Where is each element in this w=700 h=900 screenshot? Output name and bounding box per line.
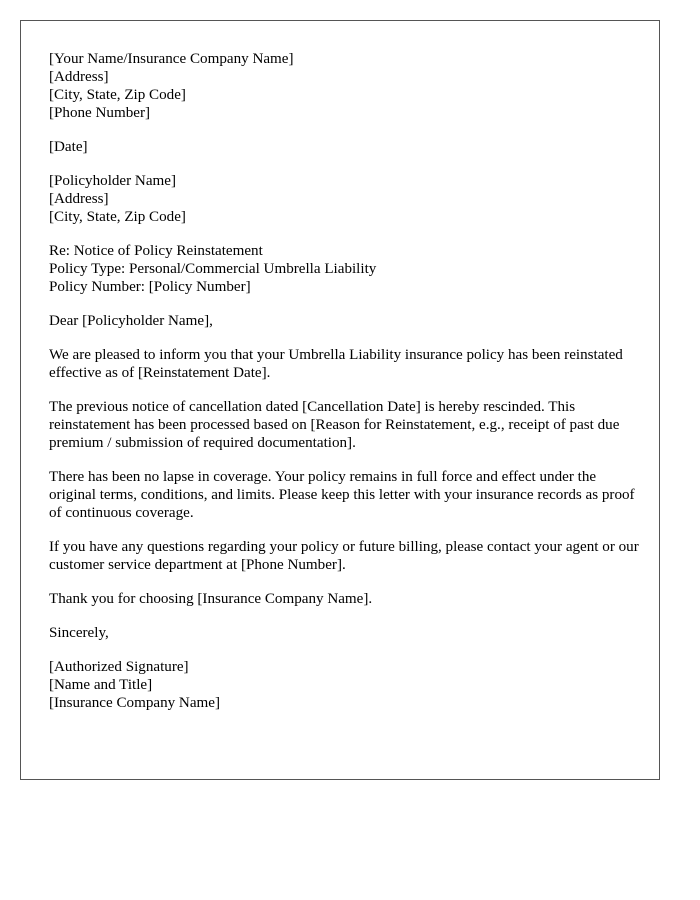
recipient-city-state-zip: [City, State, Zip Code]: [49, 209, 186, 225]
date-block: [49, 138, 639, 156]
letter-page: [20, 20, 660, 780]
signer-name-title: [Name and Title]: [49, 677, 153, 693]
sender-city-state-zip: [City, State, Zip Code]: [49, 87, 186, 103]
signer-company: [Insurance Company Name]: [49, 695, 220, 711]
paragraph-reinstated: [49, 346, 639, 382]
paragraph-contact: [49, 538, 639, 574]
sender-phone: [Phone Number]: [49, 105, 151, 121]
paragraph-text: Thank you for choosing [Insurance Company Name].: [49, 591, 373, 607]
paragraph-coverage: [49, 468, 639, 522]
paragraph-text: If you have any questions regarding your policy or future billing, please contact your agent or our customer service department at [Phone Number].: [49, 539, 639, 573]
paragraph-text: We are pleased to inform you that your Umbrella Liability insurance policy has been reinstated effective as of [Reinstatement Date].: [49, 347, 623, 381]
reference-block: [49, 242, 639, 296]
sender-name: [Your Name/Insurance Company Name]: [49, 51, 294, 67]
subject-line: Re: Notice of Policy Reinstatement: [49, 243, 263, 259]
signature-block: [49, 658, 639, 712]
policy-type: Policy Type: Personal/Commercial Umbrella Liability: [49, 261, 377, 277]
salutation: [49, 312, 639, 330]
letter-body: [49, 50, 639, 712]
recipient-block: [49, 172, 639, 226]
salutation-text: Dear [Policyholder Name],: [49, 313, 213, 329]
paragraph-rescinded: [49, 398, 639, 452]
closing: [49, 624, 639, 642]
signature-line: [Authorized Signature]: [49, 659, 189, 675]
recipient-address: [Address]: [49, 191, 109, 207]
sender-block: [49, 50, 639, 122]
recipient-name: [Policyholder Name]: [49, 173, 176, 189]
closing-text: Sincerely,: [49, 625, 109, 641]
paragraph-thanks: [49, 590, 639, 608]
paragraph-text: There has been no lapse in coverage. Your policy remains in full force and effect under the original terms, conditions, and limits. Please keep this letter with your insurance records as proof of continuous coverage.: [49, 469, 635, 521]
policy-number: Policy Number: [Policy Number]: [49, 279, 251, 295]
sender-address: [Address]: [49, 69, 109, 85]
paragraph-text: The previous notice of cancellation dated [Cancellation Date] is hereby rescinded. This reinstatement has been processed based on [Reason for Reinstatement, e.g., receipt of past due premium / submission of required documentation].: [49, 399, 620, 451]
letter-date: [Date]: [49, 139, 88, 155]
